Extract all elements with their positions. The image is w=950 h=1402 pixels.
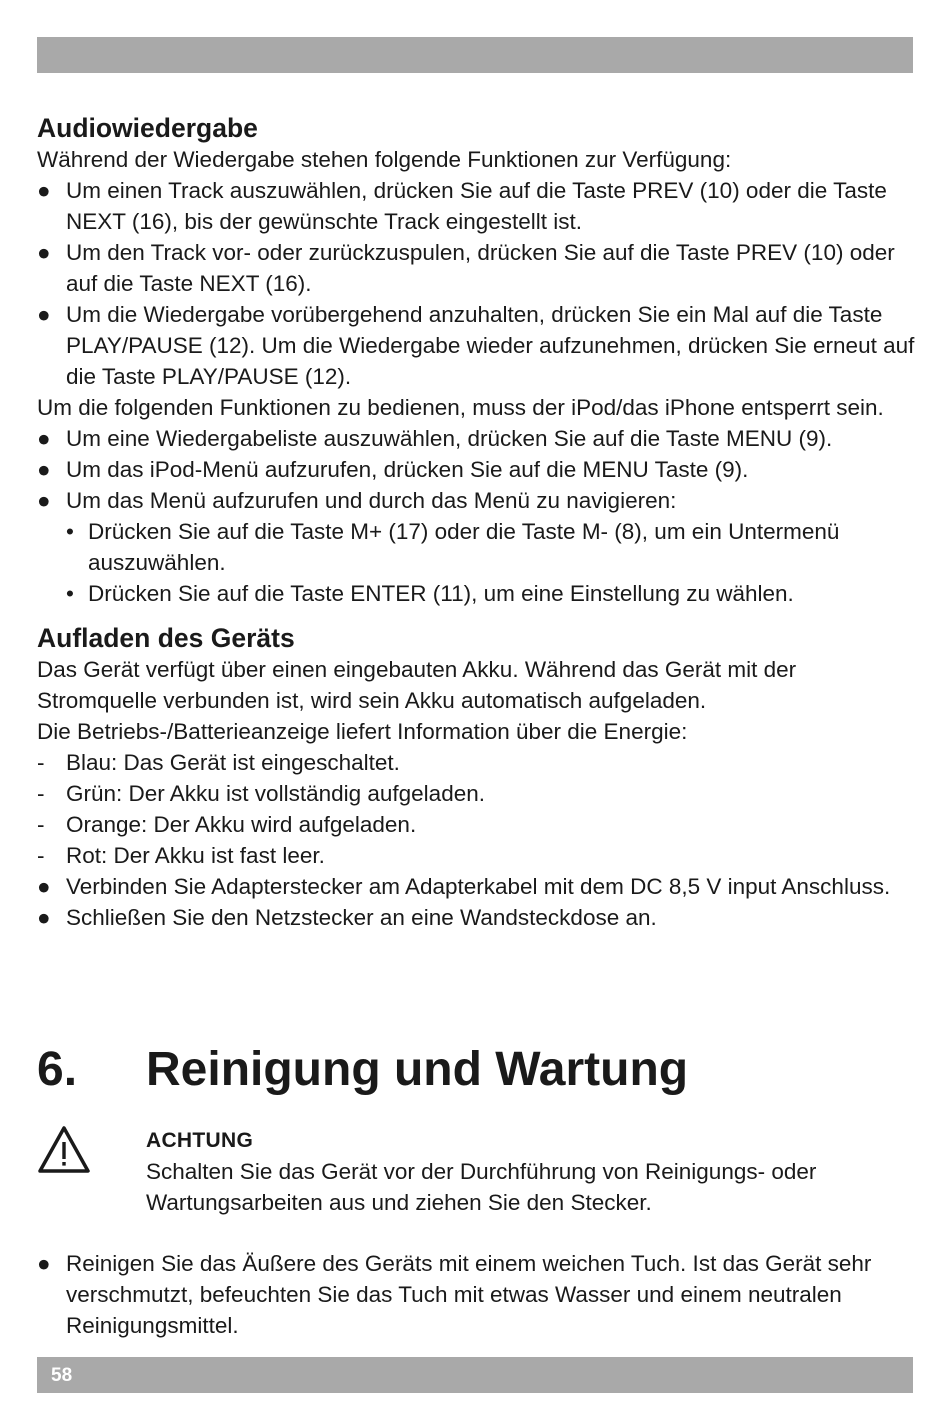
list-item: ● Verbinden Sie Adapterstecker am Adapterkabel mit dem DC 8,5 V input Anschluss. [37, 871, 917, 902]
list-item: ● Um eine Wiedergabeliste auszuwählen, drücken Sie auf die Taste MENU (9). [37, 423, 917, 454]
bullet-marker: ● [37, 457, 51, 482]
footer-bar [37, 1357, 913, 1393]
dash-marker: - [37, 750, 45, 775]
list-item: - Rot: Der Akku ist fast leer. [37, 840, 917, 871]
bullet-marker: ● [37, 240, 51, 265]
section-heading-charging: Aufladen des Geräts [37, 623, 295, 653]
list-item: ● Um einen Track auszuwählen, drücken Sie auf die Taste PREV (10) oder die Taste NEXT (16), bis der gewünschte Track eingestellt ist. [37, 175, 917, 237]
sub-bullet-marker: • [66, 519, 74, 544]
list-item: ● Um das iPod-Menü aufzurufen, drücken Sie auf die MENU Taste (9). [37, 454, 917, 485]
list-item: - Grün: Der Akku ist vollständig aufgeladen. [37, 778, 917, 809]
bullet-marker: ● [37, 302, 51, 327]
warning-title: ACHTUNG [146, 1129, 254, 1152]
chapter-number: 6. [37, 1043, 78, 1096]
sub-list-item: • Drücken Sie auf die Taste ENTER (11), um eine Einstellung zu wählen. [37, 578, 917, 609]
header-bar [37, 37, 913, 73]
charging-para: Das Gerät verfügt über einen eingebauten Akku. Während das Gerät mit der Stromquelle verbunden ist, wird sein Akku automatisch aufgeladen. [37, 657, 797, 713]
chapter-title: Reinigung und Wartung [146, 1043, 689, 1096]
page-number: 58 [51, 1365, 73, 1386]
list-item: ● Um die Wiedergabe vorübergehend anzuhalten, drücken Sie ein Mal auf die Taste PLAY/PAUSE (12). Um die Wiedergabe wieder aufzunehmen, drücken Sie erneut auf die Taste PLAY/PAUSE (12). [37, 299, 917, 392]
list-item: ● Um den Track vor- oder zurückzuspulen, drücken Sie auf die Taste PREV (10) oder auf die Taste NEXT (16). [37, 237, 917, 299]
indicator-intro: Die Betriebs-/Batterieanzeige liefert Information über die Energie: [37, 719, 688, 744]
bullet-marker: ● [37, 905, 51, 930]
list-item: - Orange: Der Akku wird aufgeladen. [37, 809, 917, 840]
bullet-marker: ● [37, 874, 51, 899]
main-content [37, 113, 917, 933]
list-item: ● Schließen Sie den Netzstecker an eine Wandsteckdose an. [37, 902, 917, 933]
chapter-heading [37, 1040, 688, 1100]
list-item: - Blau: Das Gerät ist eingeschaltet. [37, 747, 917, 778]
list-item: ● Reinigen Sie das Äußere des Geräts mit einem weichen Tuch. Ist das Gerät sehr verschmutzt, befeuchten Sie das Tuch mit etwas Wasser und einem neutralen Reinigungsmittel. [37, 1248, 917, 1341]
cleaning-instructions [37, 1248, 917, 1341]
bullet-marker: ● [37, 488, 51, 513]
bullet-marker: ● [37, 178, 51, 203]
sub-bullet-marker: • [66, 581, 74, 606]
sub-list-item: • Drücken Sie auf die Taste M+ (17) oder die Taste M- (8), um ein Untermenü auszuwählen. [37, 516, 917, 578]
bullet-marker: ● [37, 1251, 51, 1276]
bullet-marker: ● [37, 426, 51, 451]
dash-marker: - [37, 843, 45, 868]
list-item: ● Um das Menü aufzurufen und durch das Menü zu navigieren: [37, 485, 917, 516]
section-heading-audio: Audiowiedergabe [37, 113, 258, 143]
dash-marker: - [37, 781, 45, 806]
dash-marker: - [37, 812, 45, 837]
unlock-note: Um die folgenden Funktionen zu bedienen, muss der iPod/das iPhone entsperrt sein. [37, 395, 884, 420]
warning-text: Schalten Sie das Gerät vor der Durchführung von Reinigungs- oder Wartungsarbeiten aus und ziehen Sie den Stecker. [146, 1159, 817, 1215]
warning-triangle-icon [37, 1125, 91, 1175]
audio-intro: Während der Wiedergabe stehen folgende Funktionen zur Verfügung: [37, 147, 732, 172]
